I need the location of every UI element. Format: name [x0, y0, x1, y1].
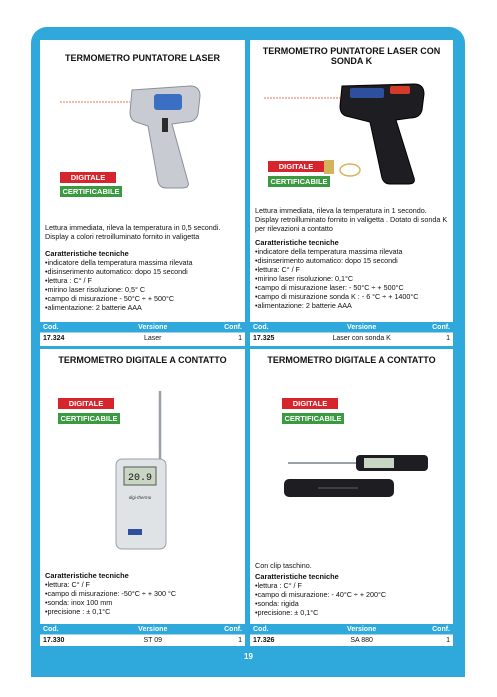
product-card-contatto-sa880 [250, 349, 453, 646]
cell-versione: Laser con sonda K [303, 333, 421, 345]
feature-item: • disinserimento automatico: dopo 15 secondi [45, 267, 241, 276]
feature-item: • sonda: rigida [255, 599, 449, 608]
product-title: TERMOMETRO PUNTATORE LASER [65, 53, 220, 63]
cell-cod: 17.330 [40, 635, 93, 647]
table-row [250, 635, 453, 647]
cell-cod: 17.325 [250, 333, 303, 345]
feature-item: • precisione : ± 0,1°C [45, 607, 241, 616]
cell-conf: 1 [421, 333, 453, 345]
product-card-laser [40, 40, 245, 346]
product-card-contatto-st09 [40, 349, 245, 646]
table-row [250, 333, 453, 345]
cell-versione: ST 09 [93, 635, 212, 647]
feature-item: • indicatore della temperatura massima rilevata [255, 247, 449, 256]
feature-item: • precisione: ± 0,1°C [255, 608, 449, 617]
product-code-table [250, 322, 453, 344]
feature-item: • mirino laser risoluzione: 0,5° C [45, 285, 241, 294]
header-versione: Versione [303, 322, 421, 333]
cell-versione: Laser [93, 333, 212, 345]
features-list [45, 580, 241, 616]
feature-item: • sonda: inox 100 mm [45, 598, 241, 607]
pen-thermometer-image [278, 449, 438, 504]
product-description: Lettura immediata, rileva la temperatura in 1 secondo. Display retroilluminato fornito in valigetta . Dotato di sonda K per rilevazioni a contatto [255, 206, 448, 233]
header-cod: Cod. [250, 624, 303, 635]
product-code-table [250, 624, 453, 646]
features-list [255, 581, 449, 617]
cell-conf: 1 [212, 333, 245, 345]
product-title: TERMOMETRO DIGITALE A CONTATTO [267, 355, 436, 365]
badge-certificabile: CERTIFICABILE [268, 176, 330, 187]
feature-item: • lettura: C° / F [45, 580, 241, 589]
product-code-table [40, 322, 245, 344]
features-list [255, 247, 449, 310]
features-list [45, 258, 241, 312]
feature-item: • disinserimento automatico: dopo 15 secondi [255, 256, 449, 265]
header-conf: Conf. [421, 624, 453, 635]
device-brand-label: digi-thermo [128, 495, 152, 500]
product-code-table [40, 624, 245, 646]
cell-conf: 1 [421, 635, 453, 647]
feature-item: • campo di misurazione laser: - 50°C ÷ + 500°C [255, 283, 449, 292]
feature-item: • mirino laser risoluzione: 0,1°C [255, 274, 449, 283]
contact-thermometer-image [110, 389, 170, 554]
header-conf: Conf. [212, 624, 245, 635]
product-title: TERMOMETRO PUNTATORE LASER CON SONDA K [262, 46, 441, 66]
table-row [40, 333, 245, 345]
feature-item: • alimentazione: 2 batterie AAA [255, 301, 449, 310]
badge-digitale: DIGITALE [58, 398, 114, 409]
product-description: Lettura immediata, rileva la temperatura in 0,5 secondi. Display a colori retroilluminato fornito in valigetta [45, 223, 221, 241]
device-display-reading: 20.9 [127, 473, 153, 484]
cell-versione: SA 880 [303, 635, 421, 647]
features-heading: Caratteristiche tecniche [45, 571, 129, 580]
header-cod: Cod. [40, 624, 93, 635]
cell-cod: 17.324 [40, 333, 93, 345]
feature-item: • alimentazione: 2 batterie AAA [45, 303, 241, 312]
badge-certificabile: CERTIFICABILE [58, 413, 120, 424]
page-number: 19 [244, 652, 253, 661]
feature-item: • lettura : C° / F [255, 581, 449, 590]
header-cod: Cod. [250, 322, 303, 333]
table-row [40, 635, 245, 647]
header-conf: Conf. [212, 322, 245, 333]
header-conf: Conf. [421, 322, 453, 333]
feature-item: • lettura: C° / F [255, 265, 449, 274]
feature-item: • campo di misurazione: -50°C ÷ + 300 °C [45, 589, 241, 598]
feature-item: • campo di misurazione - 50°C ÷ + 500°C [45, 294, 241, 303]
feature-item: • indicatore della temperatura massima rilevata [45, 258, 241, 267]
cell-cod: 17.326 [250, 635, 303, 647]
features-heading: Caratteristiche tecniche [255, 572, 339, 581]
product-title: TERMOMETRO DIGITALE A CONTATTO [58, 355, 227, 365]
cell-conf: 1 [212, 635, 245, 647]
product-card-laser-sonda-k [250, 40, 453, 346]
laser-thermometer-probe-image [264, 80, 444, 190]
header-versione: Versione [93, 322, 212, 333]
header-versione: Versione [303, 624, 421, 635]
product-description: Con clip taschino. [255, 561, 312, 570]
feature-item: • campo di misurazione: - 40°C ÷ + 200°C [255, 590, 449, 599]
badge-certificabile: CERTIFICABILE [60, 186, 122, 197]
header-cod: Cod. [40, 322, 93, 333]
feature-item: • lettura : C° / F [45, 276, 241, 285]
features-heading: Caratteristiche tecniche [255, 238, 339, 247]
feature-item: • campo di misurazione sonda K : - 6 °C ÷ + 1400°C [255, 292, 449, 301]
badge-digitale: DIGITALE [268, 161, 324, 172]
badge-certificabile: CERTIFICABILE [282, 413, 344, 424]
badge-digitale: DIGITALE [60, 172, 116, 183]
badge-digitale: DIGITALE [282, 398, 338, 409]
header-versione: Versione [93, 624, 212, 635]
features-heading: Caratteristiche tecniche [45, 249, 129, 258]
